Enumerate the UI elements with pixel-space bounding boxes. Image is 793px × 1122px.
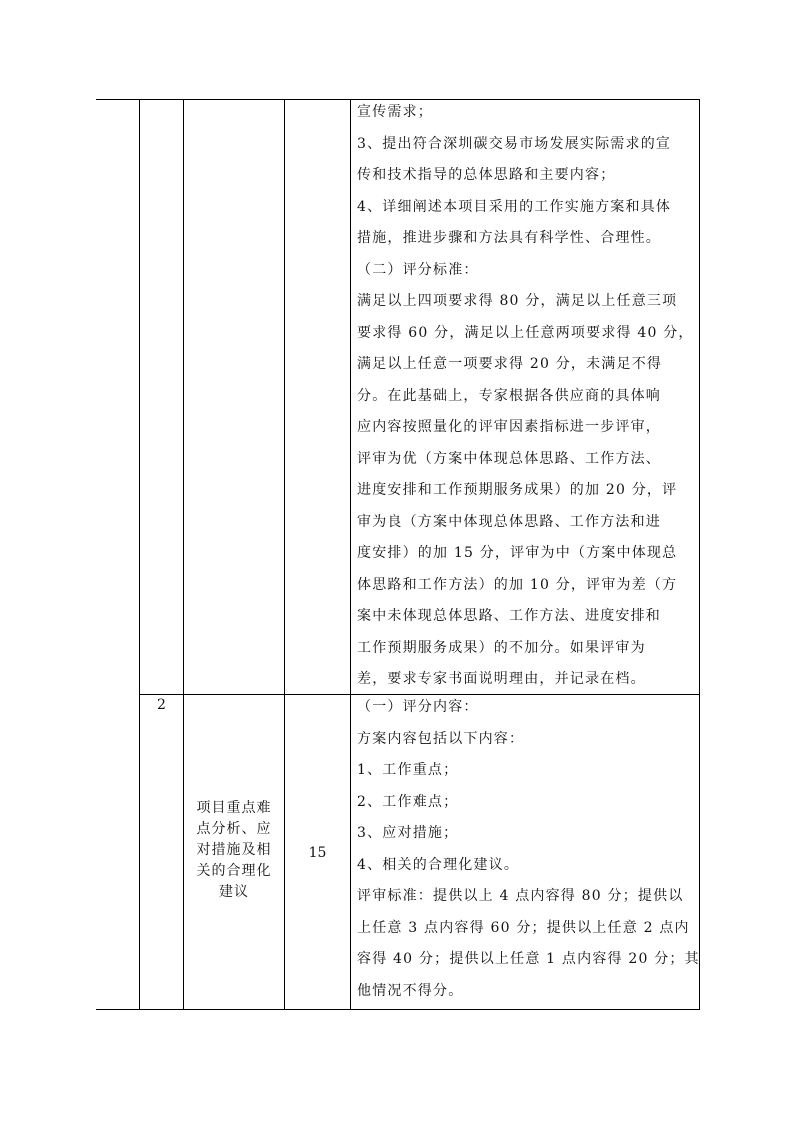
content-line: 进度安排和工作预期服务成果）的加 20 分，评: [357, 482, 678, 498]
content-line: 度安排）的加 15 分，评审为中（方案中体现总: [357, 545, 678, 561]
item-name-line: 对措施及相: [196, 842, 272, 858]
content-line: 满足以上任意一项要求得 20 分，未满足不得: [357, 356, 663, 372]
table-bottom-border: [96, 1009, 700, 1010]
content-line: 满足以上四项要求得 80 分，满足以上任意三项: [357, 293, 678, 309]
row2-content-cell: [357, 692, 700, 1007]
column-divider-4: [350, 99, 351, 1010]
row1-content-cell: [357, 97, 694, 696]
content-line: （二）评分标准：: [357, 261, 479, 278]
content-line: 1、工作重点；: [357, 762, 459, 778]
content-line: 差，要求专家书面说明理由，并记录在档。: [357, 671, 646, 687]
content-line: 评审标准：提供以上 4 点内容得 80 分；提供以: [357, 888, 684, 904]
row2-score: 15: [308, 845, 327, 861]
content-line: 3、应对措施；: [357, 825, 459, 841]
item-name-line: 建议: [219, 884, 249, 900]
content-line: 工作预期服务成果）的不加分。如果评审为: [357, 639, 646, 656]
item-name-line: 关的合理化: [196, 863, 272, 879]
content-line: 体思路和工作方法）的加 10 分，评审为差（方: [357, 576, 678, 593]
content-line: 方案内容包括以下内容：: [357, 730, 525, 747]
content-line: 他情况不得分。: [357, 982, 464, 999]
content-line: 要求得 60 分，满足以上任意两项要求得 40 分，: [357, 324, 694, 341]
content-line: 3、提出符合深圳碳交易市场发展实际需求的宣: [357, 135, 672, 152]
row2-item-name: [184, 798, 284, 903]
row2-seq-number: 2: [157, 697, 166, 713]
content-line: 分。在此基础上，专家根据各供应商的具体响: [357, 387, 661, 404]
content-line: 措施，推进步骤和方法具有科学性、合理性。: [357, 230, 661, 246]
content-line: 4、详细阐述本项目采用的工作实施方案和具体: [357, 198, 672, 215]
item-name-line: 点分析、应: [196, 821, 272, 837]
content-line: 传和技术指导的总体思路和主要内容；: [357, 167, 616, 183]
content-line: 评审为优（方案中体现总体思路、工作方法、: [357, 450, 661, 467]
content-line: 应内容按照量化的评审因素指标进一步评审，: [357, 419, 661, 435]
column-divider-3: [284, 99, 285, 1010]
item-name-line: 项目重点难: [196, 800, 272, 816]
column-divider-1: [139, 99, 140, 1010]
content-line: 案中未体现总体思路、工作方法、进度安排和: [357, 608, 661, 624]
content-line: 上任意 3 点内容得 60 分；提供以上任意 2 点内: [357, 919, 690, 936]
content-line: 4、相关的合理化建议。: [357, 856, 520, 873]
content-line: 宣传需求；: [357, 104, 433, 120]
content-line: （一）评分内容：: [357, 699, 479, 715]
content-line: 2、工作难点；: [357, 793, 459, 810]
content-line: 审为良（方案中体现总体思路、工作方法和进: [357, 513, 661, 530]
content-line: 容得 40 分；提供以上任意 1 点内容得 20 分；其: [357, 951, 700, 967]
